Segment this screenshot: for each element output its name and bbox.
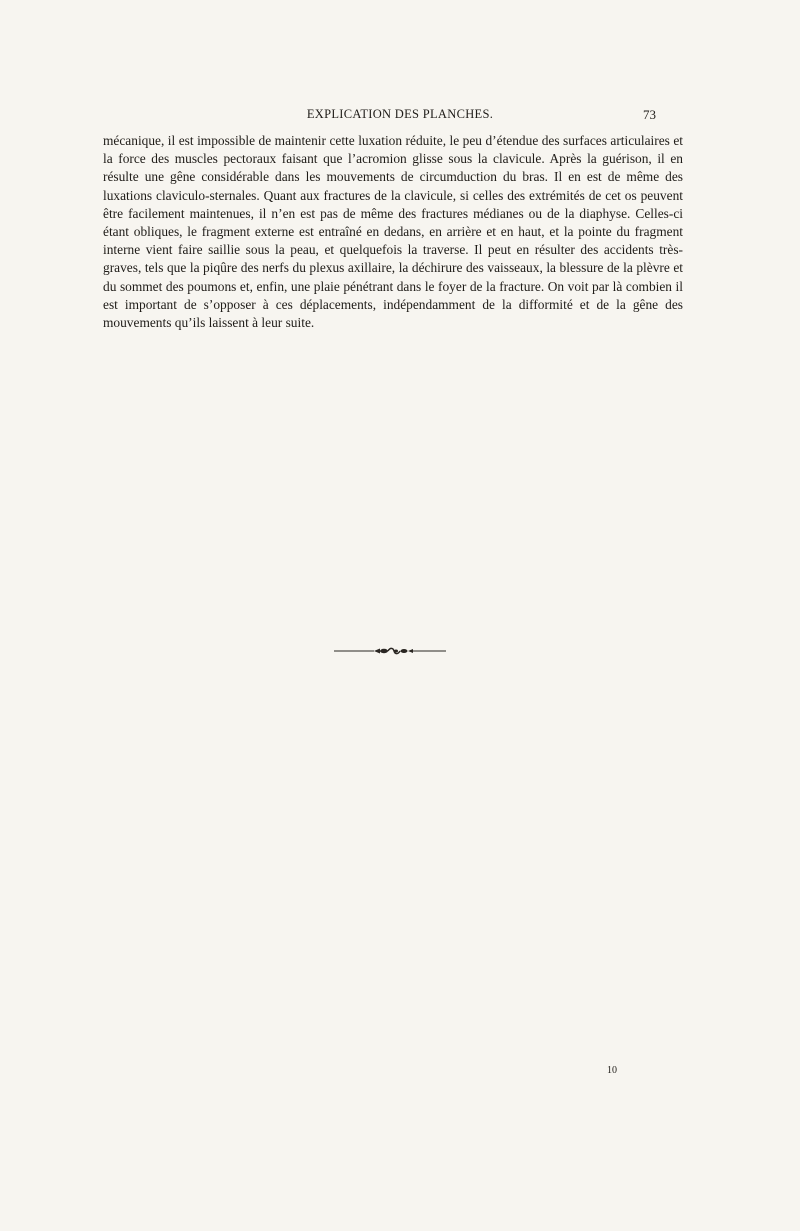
running-title: EXPLICATION DES PLANCHES. bbox=[306, 107, 494, 121]
page-number: 73 bbox=[643, 107, 656, 122]
tailpiece-ornament-icon bbox=[334, 645, 446, 657]
body-paragraph: mécanique, il est impossible de maintenir cette luxation réduite, le peu d’étendue des surfaces articulaires et la force des muscles pectoraux faisant que l’acromion glisse sous la clavicule. Après la guérison, il en résulte une gêne considérable dans les mouvements de circumduction du bras. Il en est de même des luxations claviculo-sternales. Quant aux fractures de la clavicule, si celles des extrémités de cet os peuvent être facilement maintenues, il n’en est pas de même des fractures médianes ou de la diaphyse. Celles-ci étant obliques, le fragment externe est entraîné en dedans, en arrière et en haut, et la pointe du fragment interne vient faire saillie sous la peau, et quelquefois la traverse. Il peut en résulter des accidents très-graves, tels que la piqûre des nerfs du plexus axillaire, la déchirure des vaisseaux, la blessure de la plèvre et du sommet des poumons et, enfin, une plaie pénétrant dans le foyer de la fracture. On voit par là combien il est important de s’opposer à ces déplacements, indépendamment de la difformité et de la gêne des mouvements qu’ils laissent à leur suite. bbox=[103, 133, 683, 331]
signature-mark: 10 bbox=[607, 1065, 617, 1076]
